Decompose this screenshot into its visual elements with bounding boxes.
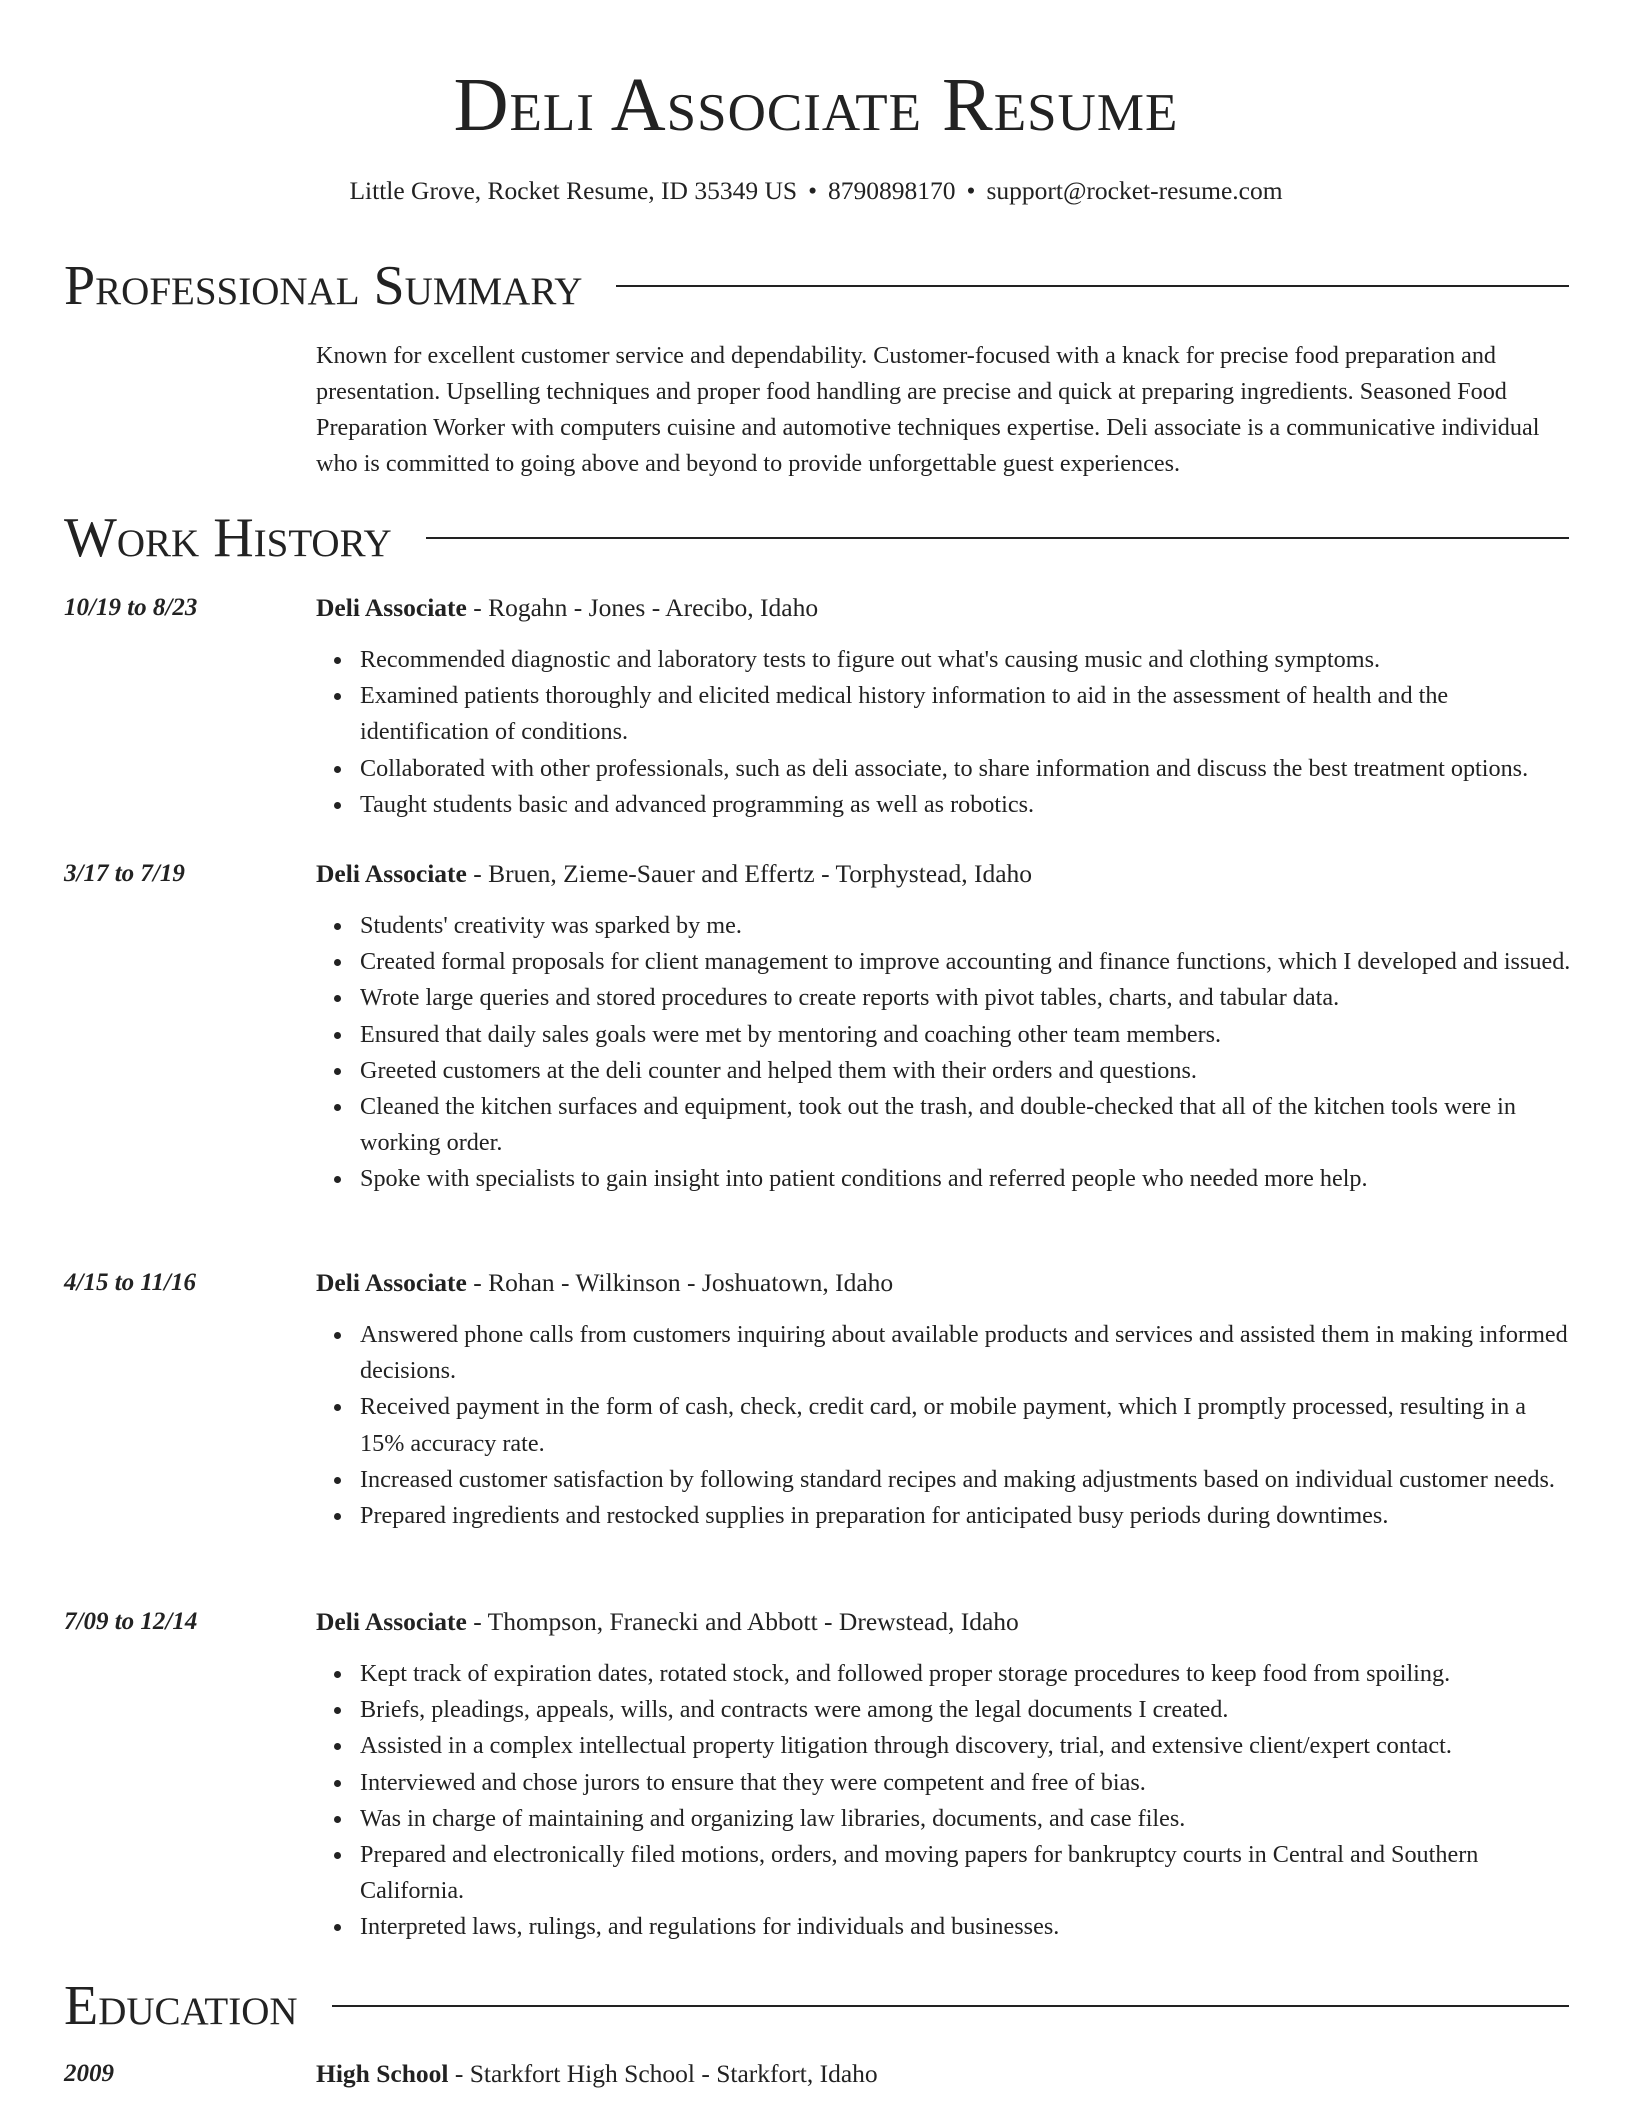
education-year: 2009 [64,2060,114,2087]
section-divider [332,2005,1569,2007]
work-section-header [64,508,1569,568]
job-employer: - Rohan - Wilkinson - Joshuatown, Idaho [466,1268,894,1297]
job-bullet-list [360,1656,1575,1946]
contact-phone: 8790898170 [828,176,956,205]
job-bullet: Recommended diagnostic and laboratory tests to figure out what's causing music and clothing symptoms. [360,642,1575,678]
job-header [316,1265,893,1301]
contact-separator: • [966,176,976,205]
job-bullet-list [360,642,1575,823]
job-bullet: Answered phone calls from customers inquiring about available products and services and assisted them in making informed decisions. [360,1317,1575,1389]
job-bullet-list [360,1317,1575,1534]
education-heading: Education [64,1975,298,2037]
job-bullet-list [360,908,1575,1198]
job-role: Deli Associate [316,593,467,622]
section-divider [616,285,1569,287]
education-section-header [64,1976,1569,2036]
job-bullet: Briefs, pleadings, appeals, wills, and contracts were among the legal documents I created. [360,1692,1575,1728]
job-header [316,590,818,626]
job-dates: 3/17 to 7/19 [64,860,185,887]
job-header [316,1604,1019,1640]
job-bullet: Greeted customers at the deli counter and helped them with their orders and questions. [360,1053,1575,1089]
job-bullet: Kept track of expiration dates, rotated stock, and followed proper storage procedures to keep food from spoiling. [360,1656,1575,1692]
job-bullet: Was in charge of maintaining and organizing law libraries, documents, and case files. [360,1801,1575,1837]
job-employer: - Bruen, Zieme-Sauer and Effertz - Torphystead, Idaho [466,859,1033,888]
contact-email: support@rocket-resume.com [986,176,1283,205]
contact-address: Little Grove, Rocket Resume, ID 35349 US [349,176,798,205]
job-dates: 4/15 to 11/16 [64,1269,196,1296]
job-employer: - Thompson, Franecki and Abbott - Drewstead, Idaho [466,1607,1019,1636]
job-dates: 10/19 to 8/23 [64,594,198,621]
job-bullet: Examined patients thoroughly and elicited medical history information to aid in the assessment of health and the identification of conditions. [360,678,1575,750]
job-bullet: Prepared and electronically filed motions, orders, and moving papers for bankruptcy courts in Central and Southern California. [360,1837,1575,1909]
job-bullet: Interviewed and chose jurors to ensure that they were competent and free of bias. [360,1765,1575,1801]
job-role: Deli Associate [316,1268,467,1297]
summary-section-header [64,256,1569,316]
contact-line [0,174,1632,208]
job-header [316,856,1032,892]
resume-title: Deli Associate Resume [453,63,1179,147]
contact-separator: • [808,176,817,205]
summary-text: Known for excellent customer service and dependability. Customer-focused with a knack for precise food preparation and presentation. Upselling techniques and proper food handling are precise and quick at preparing ingredients. Seasoned Food Preparation Worker with computers cuisine and automotive techniques expertise. Deli associate is a communicative individual who is committed to going above and beyond to provide unforgettable guest experiences. [316,342,1540,477]
job-bullet: Ensured that daily sales goals were met by mentoring and coaching other team members. [360,1017,1575,1053]
job-role: Deli Associate [316,859,467,888]
job-bullet: Interpreted laws, rulings, and regulations for individuals and businesses. [360,1909,1575,1945]
education-header [316,2056,878,2092]
job-employer: - Rogahn - Jones - Arecibo, Idaho [466,593,819,622]
job-bullet: Collaborated with other professionals, such as deli associate, to share information and discuss the best treatment options. [360,751,1575,787]
job-bullet: Spoke with specialists to gain insight into patient conditions and referred people who needed more help. [360,1161,1575,1197]
section-divider [426,537,1569,539]
job-dates: 7/09 to 12/14 [64,1608,198,1635]
work-heading: Work History [64,507,392,569]
education-school: - Starkfort High School - Starkfort, Idaho [448,2059,878,2088]
job-bullet: Students' creativity was sparked by me. [360,908,1575,944]
job-bullet: Increased customer satisfaction by following standard recipes and making adjustments based on individual customer needs. [360,1462,1575,1498]
job-bullet: Received payment in the form of cash, check, credit card, or mobile payment, which I promptly processed, resulting in a 15% accuracy rate. [360,1389,1575,1461]
education-degree: High School [316,2059,449,2088]
job-bullet: Cleaned the kitchen surfaces and equipment, took out the trash, and double-checked that all of the kitchen tools were in working order. [360,1089,1575,1161]
job-bullet: Wrote large queries and stored procedures to create reports with pivot tables, charts, and tabular data. [360,980,1575,1016]
job-bullet: Created formal proposals for client management to improve accounting and finance functions, which I developed and issued. [360,944,1575,980]
job-role: Deli Associate [316,1607,467,1636]
job-bullet: Taught students basic and advanced programming as well as robotics. [360,787,1575,823]
summary-heading: Professional Summary [64,255,583,317]
job-bullet: Assisted in a complex intellectual property litigation through discovery, trial, and extensive client/expert contact. [360,1728,1575,1764]
job-bullet: Prepared ingredients and restocked supplies in preparation for anticipated busy periods during downtimes. [360,1498,1575,1534]
